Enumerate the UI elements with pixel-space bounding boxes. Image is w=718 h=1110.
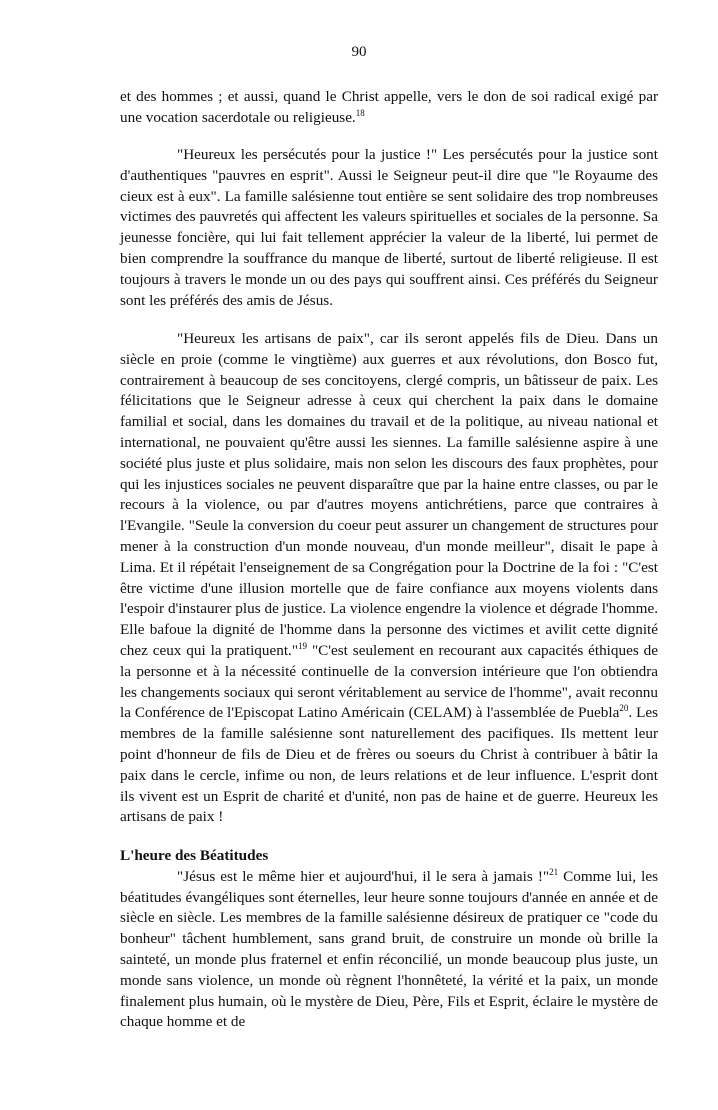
footnote-ref-21: 21 — [549, 866, 559, 877]
paragraph-text: "Heureux les persécutés pour la justice !" Les persécutés pour la justice sont d'authentiques "pauvres en esprit". Aussi le Seigneur peut-il dire que "le Royaume des cieux est à eux". La famille salésienne tout entière se sent solidaire des trop nombreuses victimes des pauvretés qui affectent les valeurs spirituelles et sociales de la personne. Sa jeunesse foncière, qui lui fait tellement apprécier la valeur de la liberté, lui permet de bien comprendre la souffrance du manque de liberté, surtout de liberté religieuse. Il est toujours à travers le monde un ou des pays qui souffrent ainsi. Ces préférés du Seigneur sont les préférés des amis de Jésus. — [120, 146, 658, 309]
paragraph-text — [120, 329, 658, 828]
paragraph-text-part-c: . Les membres de la famille salésienne sont naturellement des pacifiques. Ils mettent leur point d'honneur de fils de Dieu et de frères ou soeurs du Christ à contribuer à bâtir la paix dans le cercle, infime ou non, de leurs relations et de leur influence. L'esprit dont ils vivent est un Esprit de charité et d'unité, non pas de haine et de guerre. Heureux les artisans de paix ! — [120, 704, 658, 826]
paragraph-vocation — [120, 87, 658, 129]
footnote-ref-20: 20 — [619, 703, 629, 714]
paragraph-peacemakers — [120, 329, 658, 828]
footnote-ref-19: 19 — [298, 640, 308, 651]
section-beatitudes — [120, 846, 658, 1033]
page-number: 90 — [351, 44, 367, 60]
paragraph-text — [120, 867, 658, 1033]
paragraph-text — [120, 87, 658, 129]
paragraph-text-part-a: "Heureux les artisans de paix", car ils seront appelés fils de Dieu. Dans un siècle en proie (comme le vingtième) aux guerres et aux révolutions, don Bosco fut, contrairement à beaucoup de ses concitoyens, clergé compris, un bâtisseur de paix. Les félicitations que le Seigneur adresse à ceux qui cherchent la paix dans le domaine familial et social, dans les domaines du travail et de la politique, au niveau national et international, ne pouvaient qu'être aussi les siennes. La famille salésienne aspire à une société plus juste et plus solidaire, mais non selon les discours des faux prophètes, pour qui les injustices sociales ne peuvent disparaître que par la haine entre classes, ou par le recours à la violence, ou par d'autres moyens antichrétiens, parce que contraires à l'Evangile. "Seule la conversion du coeur peut assurer un changement de structures pour mener à la construction d'un monde nouveau, d'un monde meilleur", disait le pape à Lima. Et il répétait l'enseignement de sa Congrégation pour la Doctrine de la foi : "C'est être victime d'une illusion mortelle que de faire confiance aux moyens violents dans l'espoir d'instaurer plus de justice. La violence engendre la violence et dégrade l'homme. Elle bafoue la dignité de l'homme dans la personne des victimes et avilit cette dignité chez ceux qui la pratiquent." — [120, 330, 658, 659]
paragraph-persecuted — [120, 145, 658, 311]
paragraph-text-part-a: "Jésus est le même hier et aujourd'hui, il le sera à jamais !" — [177, 867, 550, 885]
section-heading: L'heure des Béatitudes — [120, 847, 269, 864]
paragraph-text-body: et des hommes ; et aussi, quand le Christ appelle, vers le don de soi radical exigé par une vocation sacerdotale ou religieuse. — [120, 88, 658, 126]
paragraph-text-part-b: "C'est seulement en recourant aux capacités éthiques de la personne et à la nécessité continuelle de la conversion intérieure que l'on obtiendra les changements sociaux qui seront véritablement au service de l'homme", avait reconnu la Conférence de l'Episcopat Latino Américain (CELAM) à l'assemblée de Puebla — [120, 641, 658, 722]
footnote-ref-18: 18 — [355, 107, 365, 118]
paragraph-text-part-b: Comme lui, les béatitudes évangéliques sont éternelles, leur heure sonne toujours d'année en année et de siècle en siècle. Les membres de la famille salésienne désireux de pratiquer ce "code du bonheur" tâchent humblement, sans grand bruit, de construire un monde où brille la sainteté, un monde plus fraternel et enfin réconcilié, un monde beaucoup plus juste, un monde sans violence, un monde où règnent l'honnêteté, la vérité et la paix, un monde finalement plus humain, où le mystère de Dieu, Père, Fils et Esprit, éclaire le mystère de chaque homme et de — [120, 867, 659, 1031]
